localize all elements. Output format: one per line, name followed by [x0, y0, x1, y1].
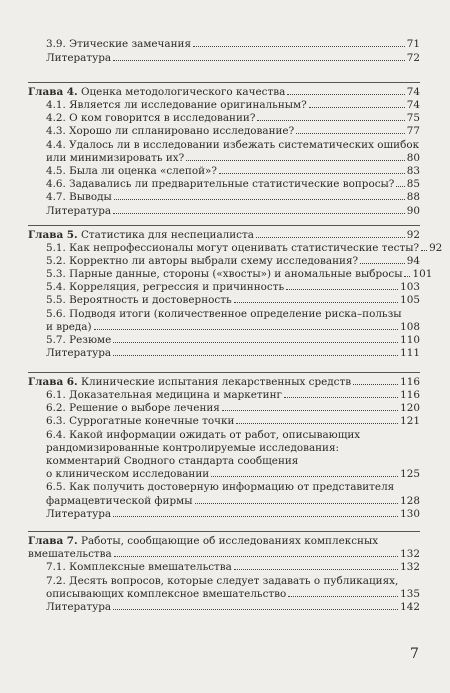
chapter-page: 74 [406, 86, 420, 98]
toc-entry: 7.1. Комплексные вмешательства 132 [46, 561, 420, 573]
chapter-heading [28, 535, 420, 549]
toc-entry: 4.5. Была ли оценка «слепой»? 83 [46, 165, 420, 177]
toc-entry: 5.2. Корректно ли авторы выбрали схему исследования? 94 [46, 255, 420, 267]
toc-entry: описывающих комплексное вмешательство 135 [46, 588, 420, 600]
chapter-7-section [28, 531, 420, 613]
toc-entry-line: рандомизированные контролируемые исследования: [46, 442, 340, 454]
toc-entry-line: 7.2. Десять вопросов, которые следует задавать о публикациях, [46, 575, 399, 587]
toc-entry: Литература 130 [46, 508, 420, 520]
chapter-label: Глава 6. [28, 376, 78, 388]
chapter-heading [28, 86, 420, 100]
chapter-label: Глава 5. [28, 229, 78, 241]
chapter-label: Глава 4. [28, 86, 78, 98]
chapter-title: Оценка методологического качества [80, 86, 286, 98]
toc-entry: 5.5. Вероятность и достоверность 105 [46, 294, 420, 306]
toc-entry-line: 6.4. Какой информации ожидать от работ, описывающих [46, 429, 361, 441]
chapter-title: Работы, сообщающие об исследованиях комплексных [80, 535, 379, 547]
toc-entry-line: комментарий Сводного стандарта сообщения [46, 455, 299, 467]
chapter-4-section [28, 82, 420, 217]
chapter-title: Клинические испытания лекарственных средств [80, 376, 352, 388]
chapter-label: Глава 7. [28, 535, 78, 547]
chapter-heading [28, 376, 420, 390]
chapter-title: Статистика для неспециалиста [80, 229, 254, 241]
toc-entry: 4.1. Является ли исследование оригинальным? 74 [46, 99, 420, 111]
toc-entry [46, 38, 420, 52]
toc-entry: о клиническом исследовании 125 [46, 468, 420, 480]
chapter-5-section [28, 225, 443, 359]
toc-entry: фармацевтической фирмы 128 [46, 495, 420, 507]
toc-entry: или минимизировать их? 80 [46, 152, 420, 164]
entry-title: Литература [46, 52, 112, 64]
toc-entry: 4.2. О ком говорится в исследовании? 75 [46, 112, 420, 124]
toc-entry: 5.3. Парные данные, стороны («хвосты») и аномальные выбросы 101 [46, 268, 433, 280]
toc-entry [46, 52, 420, 66]
entry-page: 72 [406, 52, 420, 64]
entry-page: 71 [406, 38, 420, 50]
toc-entry-line: 4.4. Удалось ли в исследовании избежать систематических ошибок [46, 139, 420, 151]
toc-entry: 4.6. Задавались ли предварительные статистические вопросы? 85 [46, 178, 420, 190]
chapter-heading [28, 229, 420, 243]
toc-entry-line: 6.5. Как получить достоверную информацию от представителя [46, 481, 395, 493]
chapter-page: 92 [406, 229, 420, 241]
page-number: 7 [410, 646, 419, 662]
toc-entry: Литература 111 [46, 347, 420, 359]
toc-entry: Литература 142 [46, 601, 420, 613]
toc-entry: 4.7. Выводы 88 [46, 191, 420, 203]
toc-entry: 5.7. Резюме 110 [46, 334, 420, 346]
toc-entry: 4.3. Хорошо ли спланировано исследование? 77 [46, 125, 420, 137]
chapter-heading-cont: вмешательства 132 [28, 548, 420, 560]
toc-entry: 5.4. Корреляция, регрессия и причинность 103 [46, 281, 420, 293]
toc-entry: Литература 90 [46, 205, 420, 217]
chapter-page: 116 [400, 376, 420, 388]
toc-entry: 6.1. Доказательная медицина и маркетинг 116 [46, 389, 420, 401]
toc-entry: 5.1. Как непрофессионалы могут оценивать статистические тесты? 92 [46, 242, 443, 254]
toc-entry: 6.2. Решение о выборе лечения 120 [46, 402, 420, 414]
toc-entry: 6.3. Суррогатные конечные точки 121 [46, 415, 420, 427]
toc-entry-line: 5.6. Подводя итоги (количественное определение риска–пользы [46, 308, 402, 320]
entry-title: 3.9. Этические замечания [46, 38, 192, 50]
chapter-6-section [28, 372, 420, 520]
toc-entry: и вреда) 108 [46, 321, 420, 333]
